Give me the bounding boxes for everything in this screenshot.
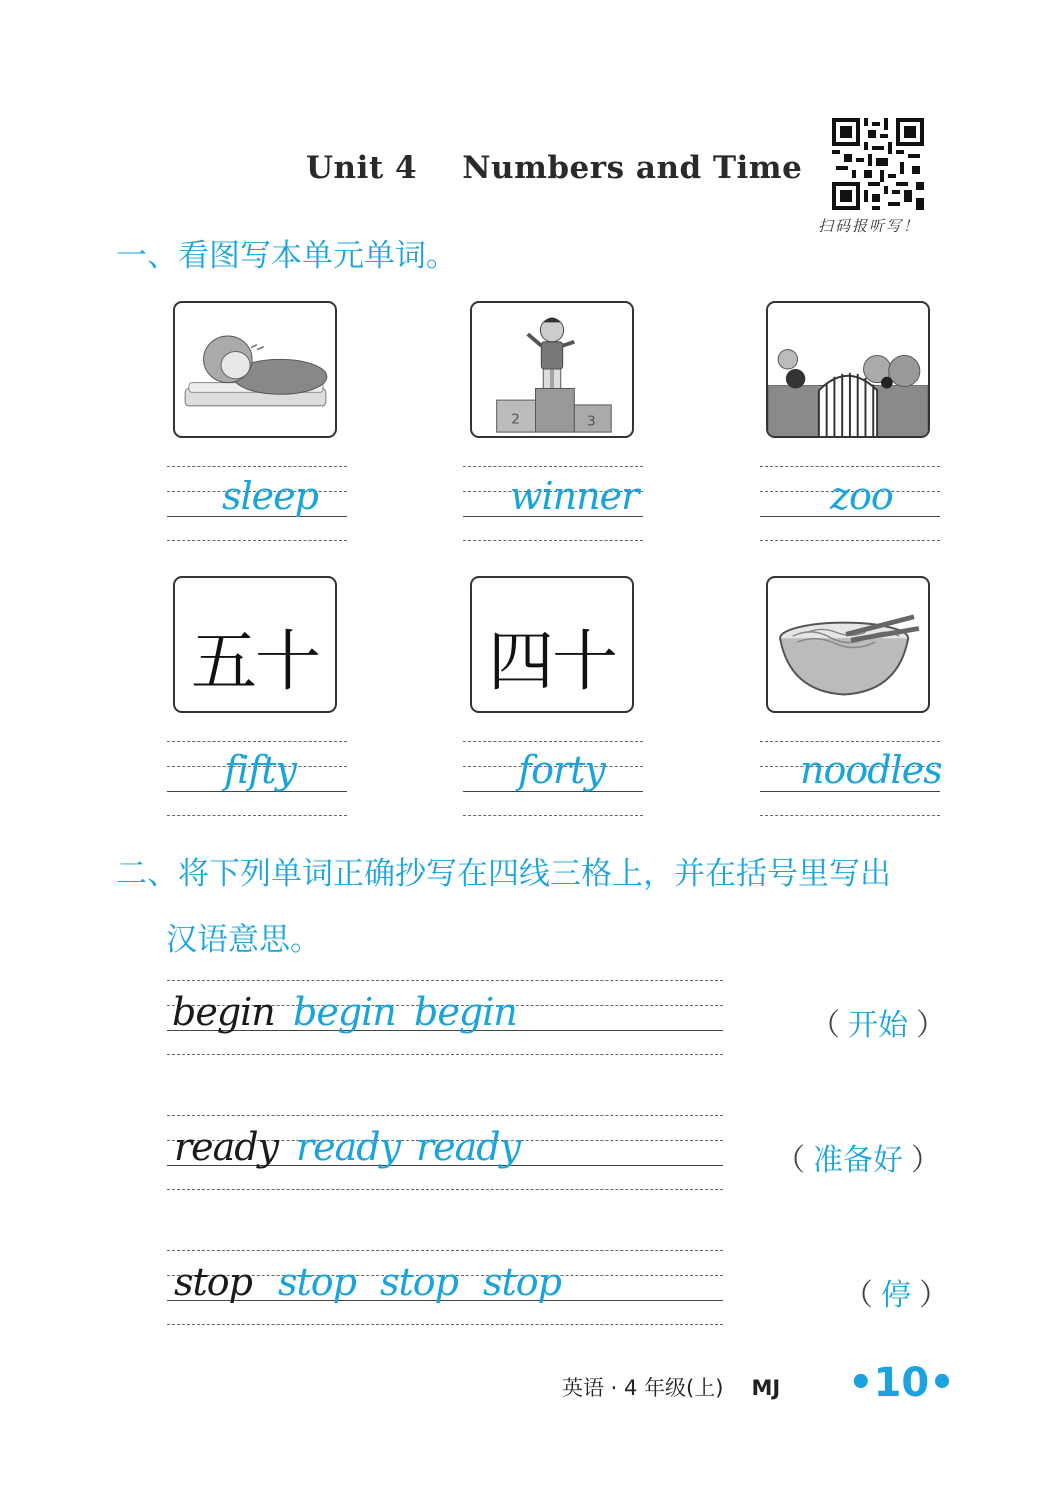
model-word: begin [172, 990, 275, 1034]
noodle-bowl-image [768, 578, 928, 711]
page-number: •10• [848, 1360, 955, 1406]
svg-text:3: 3 [586, 413, 596, 430]
copied-word: stop [483, 1260, 561, 1304]
svg-text:2: 2 [511, 411, 520, 428]
picture-card-noodles [766, 576, 930, 713]
copied-word: ready [416, 1125, 521, 1169]
answer-word: winner [510, 474, 639, 518]
footer-info [562, 1372, 780, 1402]
copied-word: begin [414, 990, 517, 1034]
section2-heading-cont: 汉语意思。 [166, 922, 321, 958]
footer-edition: MJ [751, 1376, 781, 1400]
model-word: stop [174, 1260, 252, 1304]
meaning-paren: （ 停 ） [843, 1278, 949, 1313]
footer-subject: 英语 · 4 年级(上) [562, 1376, 724, 1400]
answer-word: zoo [830, 474, 893, 518]
section2-heading: 二、将下列单词正确抄写在四线三格上，并在括号里写出 [116, 856, 891, 892]
meaning-paren: （ 准备好 ） [775, 1143, 941, 1178]
zoo-gate-image [768, 303, 928, 436]
section1-heading: 一、看图写本单元单词。 [116, 238, 457, 274]
page-title: Unit 4 Numbers and Time [306, 150, 803, 186]
copied-word: ready [296, 1125, 401, 1169]
copied-word: begin [293, 990, 396, 1034]
picture-card-zoo [766, 301, 930, 438]
qr-caption: 扫码报听写！ [818, 217, 921, 235]
copied-word: stop [278, 1260, 356, 1304]
winner-podium-image [472, 303, 632, 436]
answer-word: fifty [224, 748, 297, 792]
answer-word: noodles [800, 748, 942, 792]
sleeping-child-image [175, 303, 335, 436]
meaning-answer: 停 [881, 1278, 911, 1313]
model-word: ready [174, 1125, 279, 1169]
chinese-number-text: 四十 [488, 623, 616, 700]
meaning-paren: （ 开始 ） [810, 1008, 946, 1043]
picture-card-sleep [173, 301, 337, 438]
meaning-answer: 准备好 [813, 1143, 903, 1178]
picture-card-fifty [173, 576, 337, 713]
meaning-answer: 开始 [848, 1008, 908, 1043]
picture-card-winner [470, 301, 634, 438]
picture-card-forty [470, 576, 634, 713]
answer-word: forty [518, 748, 605, 792]
qr-code[interactable] [832, 118, 924, 210]
answer-word: sleep [222, 474, 318, 518]
copied-word: stop [380, 1260, 458, 1304]
chinese-number-text: 五十 [191, 623, 319, 700]
